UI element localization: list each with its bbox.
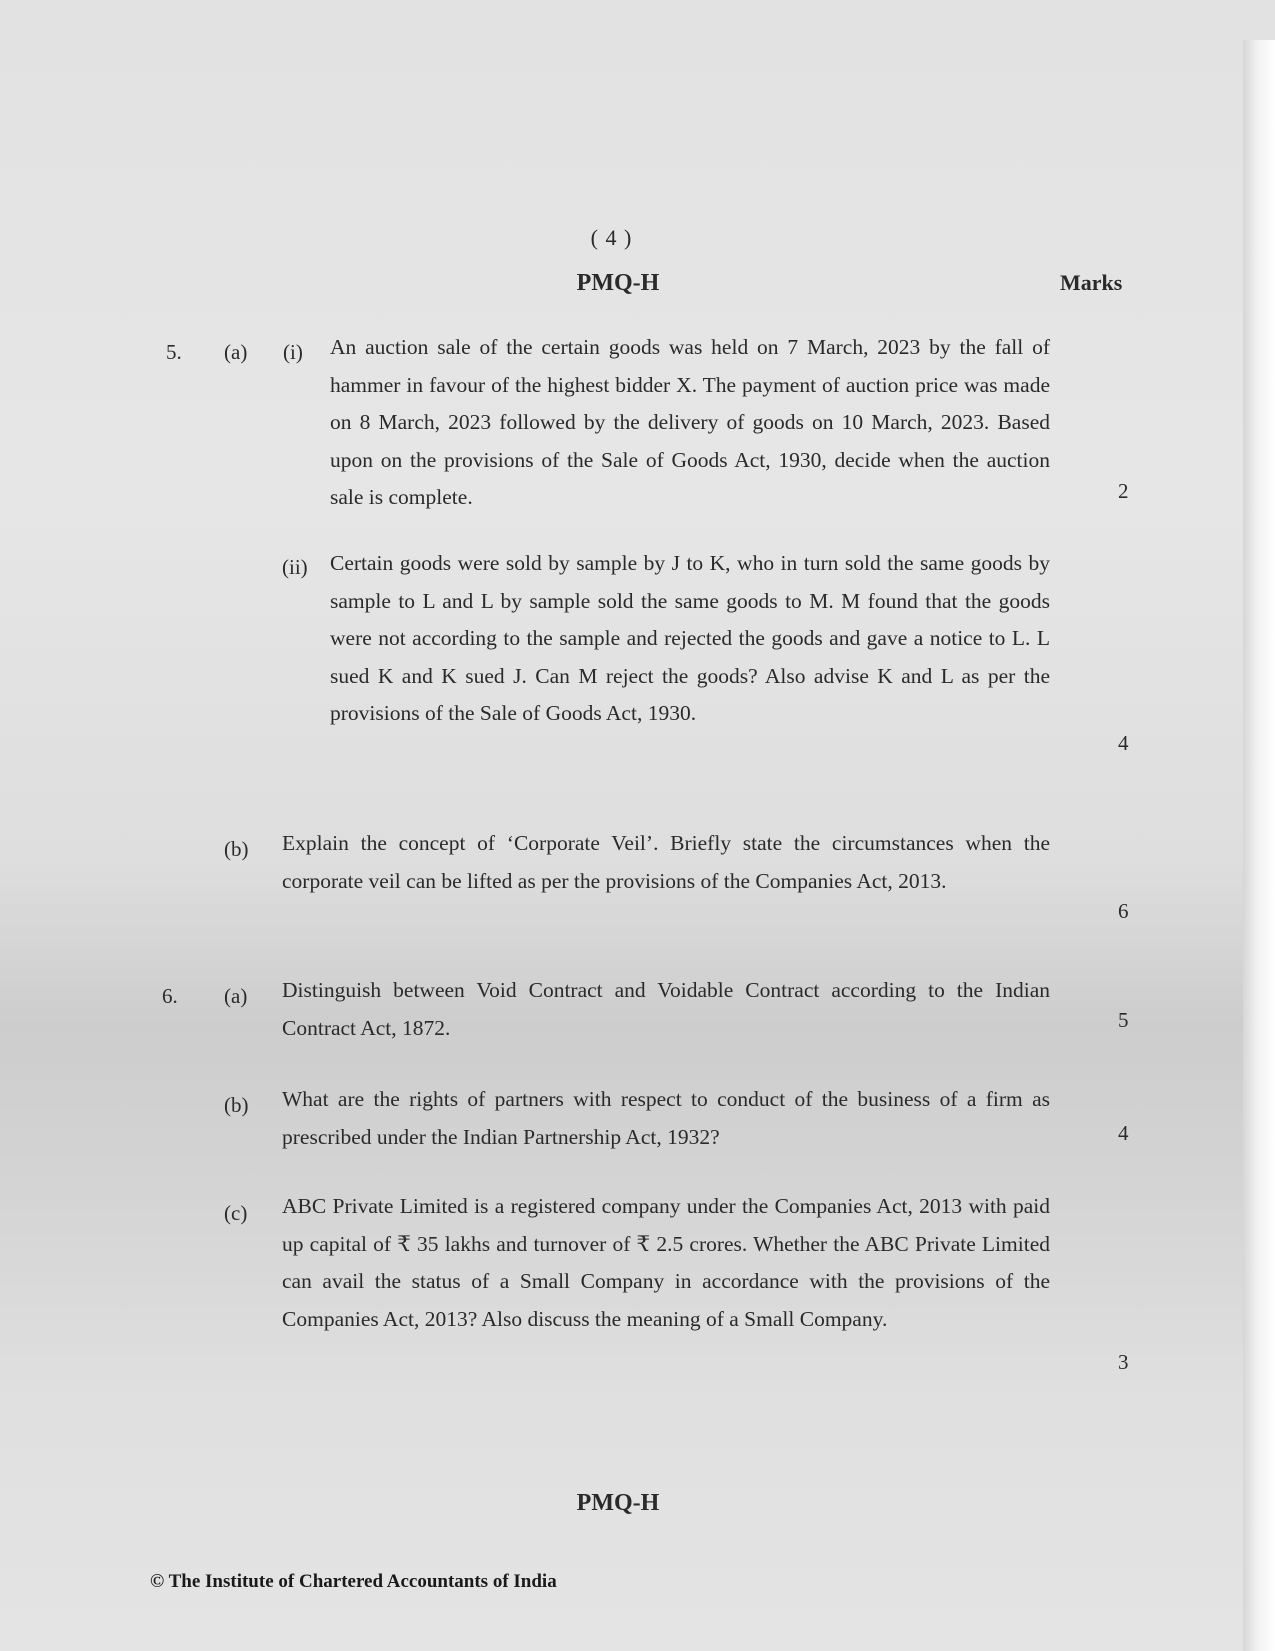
question-5b-marks: 6 xyxy=(1118,899,1129,923)
question-6c-text: ABC Private Limited is a registered company under the Companies Act, 2013 with paid up capital of ₹ 35 lakhs and turnover of ₹ 2.5 crores. Whether the ABC Private Limited can avail the status of a Small Company in accordance with the provisions of the Companies Act, 2013? Also discuss the meaning of a Small Company. xyxy=(282,1194,1050,1331)
question-6b-label: (b) xyxy=(224,1093,249,1117)
question-5b-text: Explain the concept of ‘Corporate Veil’. Briefly state the circumstances when the corporate veil can be lifted as per the provisions of the Companies Act, 2013. xyxy=(282,831,1050,893)
question-5a-ii-marks: 4 xyxy=(1118,731,1129,755)
page-edge-shadow xyxy=(1243,40,1275,1651)
copyright-footer: © The Institute of Chartered Accountants of India xyxy=(150,1571,557,1592)
question-number-5: 5. xyxy=(166,340,182,364)
paper-code-header: PMQ-H xyxy=(576,270,660,296)
question-6a-text: Distinguish between Void Contract and Voidable Contract according to the Indian Contract Act, 1872. xyxy=(282,978,1050,1040)
question-5a-ii-label: (ii) xyxy=(282,555,308,579)
question-6c-label: (c) xyxy=(224,1201,248,1225)
question-5b-label: (b) xyxy=(224,837,249,861)
marks-column-header: Marks xyxy=(1060,270,1123,295)
question-6b-text: What are the rights of partners with respect to conduct of the business of a firm as prescribed under the Indian Partnership Act, 1932? xyxy=(282,1087,1050,1149)
question-6a-marks: 5 xyxy=(1118,1008,1129,1032)
question-5a-label: (a) xyxy=(224,340,248,364)
question-5a-i-marks: 2 xyxy=(1118,479,1129,503)
question-5a-ii-text: Certain goods were sold by sample by J to K, who in turn sold the same goods by sample to L and L by sample sold the same goods to M. M found that the goods were not according to the sample and rejected the goods and gave a notice to L. L sued K and K sued J. Can M reject the goods? Also advise K and L as per the provisions of the Sale of Goods Act, 1930. xyxy=(330,551,1050,725)
question-6a-label: (a) xyxy=(224,984,248,1008)
paper-code-footer: PMQ-H xyxy=(576,1490,660,1516)
question-6b-marks: 4 xyxy=(1118,1121,1129,1145)
question-5a-i-label: (i) xyxy=(283,340,303,364)
question-number-6: 6. xyxy=(162,984,178,1008)
question-6c-marks: 3 xyxy=(1118,1350,1129,1374)
page-number: ( 4 ) xyxy=(590,225,633,250)
question-5a-i-text: An auction sale of the certain goods was held on 7 March, 2023 by the fall of hammer in favour of the highest bidder X. The payment of auction price was made on 8 March, 2023 followed by the delivery of goods on 10 March, 2023. Based upon on the provisions of the Sale of Goods Act, 1930, decide when the auction sale is complete. xyxy=(330,335,1050,509)
